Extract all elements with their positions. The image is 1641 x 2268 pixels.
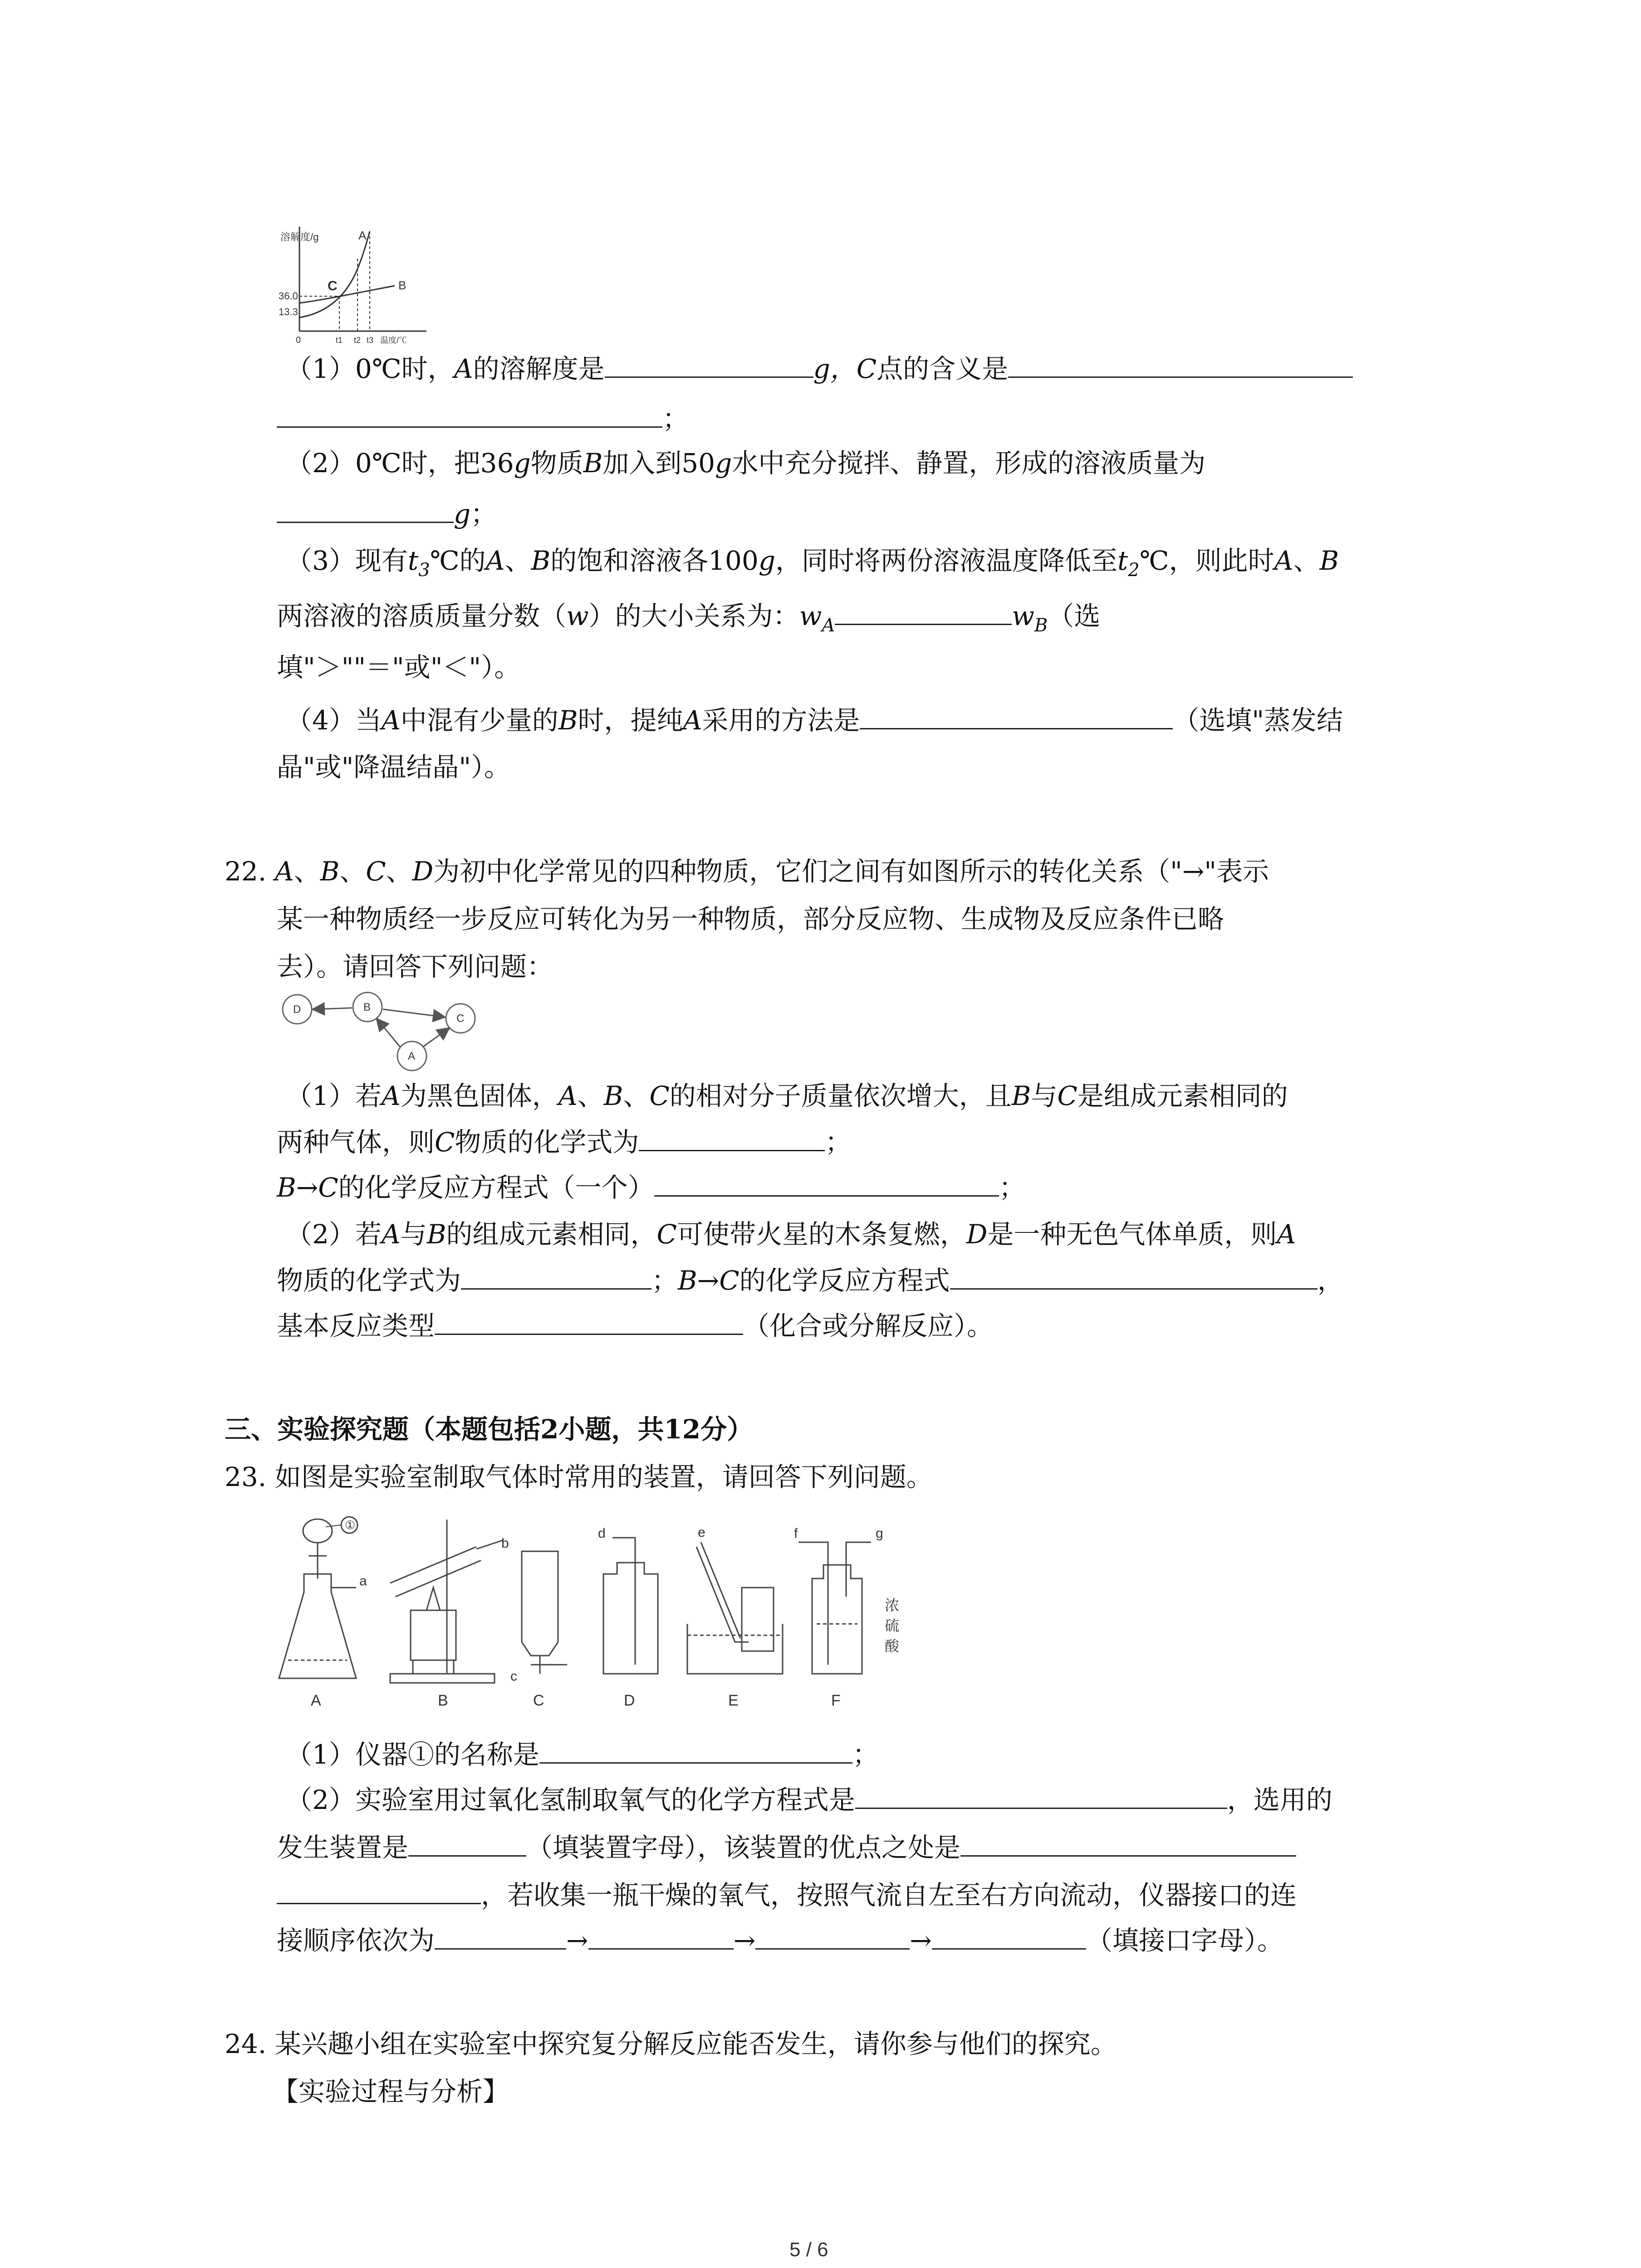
apparatus-e xyxy=(687,1542,783,1674)
q23-port-blank-3[interactable] xyxy=(755,1921,910,1950)
svg-text:C: C xyxy=(533,1692,544,1709)
svg-text:A: A xyxy=(311,1692,321,1709)
q22-answer-blank-5[interactable] xyxy=(435,1306,743,1335)
svg-text:C: C xyxy=(456,1012,465,1025)
q23-answer-blank-3[interactable] xyxy=(408,1828,526,1857)
q24-number: 24. xyxy=(225,2028,267,2059)
q23-line1: 23. 如图是实验室制取气体时常用的装置，请回答下列问题。 xyxy=(225,1461,933,1492)
q22-answer-blank-2[interactable] xyxy=(654,1168,999,1197)
svg-text:①: ① xyxy=(345,1518,356,1532)
q21-part1: （1）0℃时，A的溶解度是 g，C点的含义是 xyxy=(286,349,1353,387)
svg-text:D: D xyxy=(293,1003,301,1016)
x-tick-0: 0 xyxy=(296,335,301,345)
q23-port-blank-1[interactable] xyxy=(435,1921,566,1950)
q21-part2: （2）0℃时，把36g物质B加入到50g水中充分搅拌、静置，形成的溶液质量为 xyxy=(286,448,1206,479)
point-c-label: C xyxy=(328,279,338,293)
q22-part2-line3: 基本反应类型 （化合或分解反应）。 xyxy=(277,1306,993,1344)
q21-part4-line2: 晶"或"降温结晶"）。 xyxy=(277,752,511,782)
q22-part1: （1）若A为黑色固体，A、B、C的相对分子质量依次增大，且B与C是组成元素相同的 xyxy=(286,1080,1288,1111)
x-axis-label: 温度/℃ xyxy=(380,336,407,345)
q23-part2-line2: 发生装置是 （填装置字母），该装置的优点之处是 xyxy=(277,1828,1296,1866)
q21-part1-cont: ； xyxy=(277,399,689,437)
q23-port-blank-4[interactable] xyxy=(932,1921,1086,1950)
x-tick-t1: t1 xyxy=(336,336,343,345)
q23-answer-blank-4b[interactable] xyxy=(277,1876,481,1904)
q21-answer-blank-2b[interactable] xyxy=(277,399,662,428)
svg-text:酸: 酸 xyxy=(885,1638,900,1654)
x-tick-t2: t2 xyxy=(354,336,361,345)
q22-line1: 22. A、B、C、D为初中化学常见的四种物质，它们之间有如图所示的转化关系（"→"表示 xyxy=(225,856,1269,887)
curve-b-label: B xyxy=(398,279,407,292)
q24-line2: 【实验过程与分析】 xyxy=(272,2076,509,2107)
q22-line2: 某一种物质经一步反应可转化为另一种物质，部分反应物、生成物及反应条件已略 xyxy=(277,904,1225,934)
curve-a-label: A xyxy=(358,229,367,242)
q22-line3: 去）。请回答下列问题： xyxy=(277,951,554,982)
q22-part2-line2: 物质的化学式为 ；B→C的化学反应方程式 ， xyxy=(277,1261,1344,1299)
q21-answer-blank-3[interactable] xyxy=(277,494,454,523)
q23-answer-blank-1[interactable] xyxy=(539,1735,852,1764)
svg-text:B: B xyxy=(363,1001,371,1013)
q21-part3: （3）现有$t_3℃$的A、B的饱和溶液各100g，同时将两份溶液温度降低至$t_2℃$，则此时A、B xyxy=(286,545,1339,581)
svg-text:f: f xyxy=(794,1526,798,1541)
svg-text:A: A xyxy=(408,1050,416,1062)
svg-text:浓: 浓 xyxy=(885,1597,900,1613)
x-tick-t3: t3 xyxy=(367,336,374,345)
q23-part2-line3: ，若收集一瓶干燥的氧气，按照气流自左至右方向流动，仪器接口的连 xyxy=(277,1876,1297,1914)
apparatus-a xyxy=(279,1519,356,1678)
apparatus-f xyxy=(798,1542,871,1674)
svg-text:B: B xyxy=(438,1692,448,1709)
q22-number: 22. xyxy=(225,856,267,887)
q23-port-blank-2[interactable] xyxy=(588,1921,734,1950)
q21-answer-blank-5[interactable] xyxy=(860,701,1173,729)
svg-text:E: E xyxy=(728,1692,739,1709)
section3-title: 三、实验探究题（本题包括2小题，共12分） xyxy=(225,1414,754,1445)
svg-text:g: g xyxy=(876,1526,883,1541)
svg-text:c: c xyxy=(510,1669,517,1684)
q21-part3-line3: 填"＞""＝"或"＜"）。 xyxy=(277,652,521,683)
apparatus-c xyxy=(522,1551,567,1674)
apparatus-d xyxy=(603,1538,658,1674)
solubility-curve-figure xyxy=(277,222,431,345)
q21-answer-blank-1[interactable] xyxy=(605,349,813,378)
apparatus-figure xyxy=(277,1506,930,1724)
q22-part1-line3: B→C的化学反应方程式（一个） ； xyxy=(277,1168,1025,1206)
y-axis-label: 溶解度/g xyxy=(280,231,319,243)
svg-text:D: D xyxy=(624,1692,635,1709)
q21-answer-blank-4[interactable] xyxy=(835,596,1012,625)
q22-answer-blank-4[interactable] xyxy=(950,1261,1318,1290)
q21-answer-blank-2[interactable] xyxy=(1008,349,1353,378)
apparatus-b xyxy=(390,1520,504,1683)
q23-part2: （2）实验室用过氧化氢制取氧气的化学方程式是 ，选用的 xyxy=(286,1780,1332,1818)
svg-text:F: F xyxy=(831,1692,841,1709)
page-number: 5 / 6 xyxy=(789,2239,828,2261)
y-tick-13: 13.3 xyxy=(279,306,298,318)
y-tick-36: 36.0 xyxy=(279,290,298,302)
svg-text:d: d xyxy=(598,1526,606,1541)
q23-answer-blank-4[interactable] xyxy=(960,1828,1296,1857)
svg-text:a: a xyxy=(359,1574,367,1589)
q24-line1: 24. 某兴趣小组在实验室中探究复分解反应能否发生，请你参与他们的探究。 xyxy=(225,2028,1117,2059)
q21-part2-cont: g； xyxy=(277,494,497,533)
q22-answer-blank-1[interactable] xyxy=(639,1123,825,1151)
q21-part3-line2: 两溶液的溶质质量分数（w）的大小关系为：$w_A$ $w_B$（选 xyxy=(277,596,1100,644)
q21-part4: （4）当A中混有少量的B时，提纯A采用的方法是 （选填"蒸发结 xyxy=(286,701,1343,739)
curve-a xyxy=(299,231,370,318)
q22-part1-line2: 两种气体，则C物质的化学式为 ； xyxy=(277,1123,851,1161)
q23-answer-blank-2[interactable] xyxy=(855,1780,1227,1809)
q23-number: 23. xyxy=(225,1461,267,1492)
q22-answer-blank-3[interactable] xyxy=(461,1261,652,1290)
q22-part2: （2）若A与B的组成元素相同，C可使带火星的木条复燃，D是一种无色气体单质，则A xyxy=(286,1219,1296,1250)
conversion-diagram xyxy=(277,989,485,1080)
q23-part2-line4: 接顺序依次为 → → → （填接口字母）。 xyxy=(277,1921,1283,1959)
svg-text:e: e xyxy=(698,1525,705,1540)
svg-text:硫: 硫 xyxy=(885,1618,900,1634)
q23-part1: （1）仪器①的名称是 ； xyxy=(286,1735,879,1773)
svg-text:b: b xyxy=(501,1536,509,1551)
